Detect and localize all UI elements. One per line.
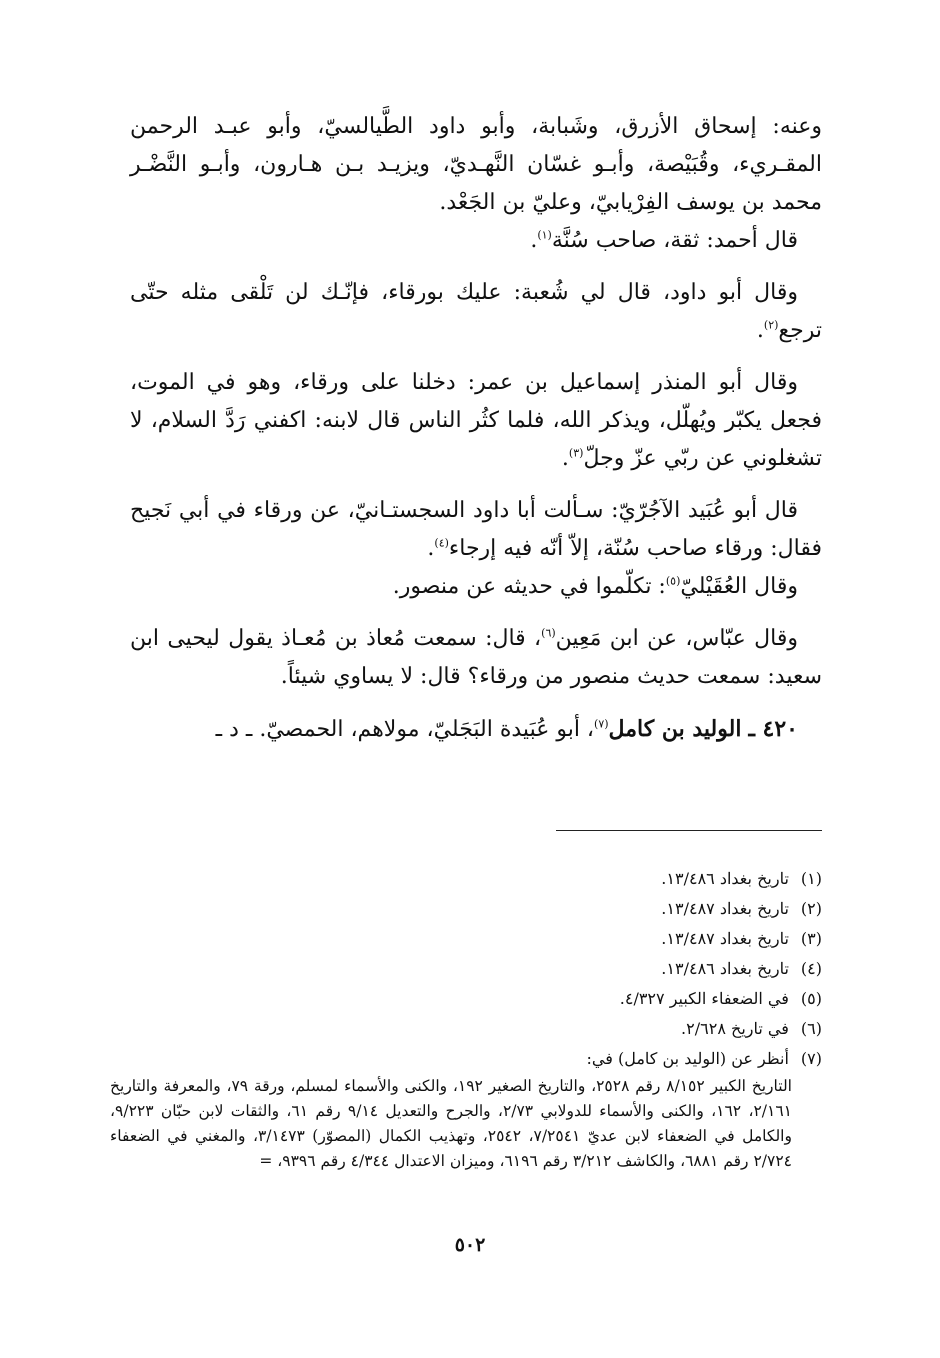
footnote-7-sources: التاريخ الكبير ٨/١٥٢ رقم ٢٥٢٨، والتاريخ الصغير ١٩٢، والكنى والأسماء لمسلم، ورقة ٧٩، والمعرفة والتاريخ ٢/١٦١، ١٦٢، والكنى والأسماء للدولابي ٢/٧٣، والجرح والتعديل ٩/١٤ رقم ٦١، والثقات لابن حبّان ٩/٢٢٣، والكامل في الضعفاء لابن عديّ ٧/٢٥٤١، ٢٥٤٢، وتهذيب الكمال (المصوّر) ٣/١٤٧٣، والمغني في الضعفاء ٢/٧٢٤ رقم ٦٨٨١، والكاشف ٣/٢١٢ رقم ٦١٩٦، وميزان الاعتدال ٤/٣٤٤ رقم ٩٣٩٦، = <box>110 1077 792 1170</box>
footnote-number: (٣) <box>800 929 822 948</box>
footnote-number: (١) <box>800 869 822 888</box>
footnote-number: (٤) <box>800 959 822 978</box>
footnote-3 <box>110 924 822 954</box>
footnote-text: تاريخ بغداد ١٣/٤٨٧. <box>661 899 789 918</box>
footnote-5 <box>110 984 822 1014</box>
footnote-ref-6: (٦) <box>541 626 556 640</box>
footnote-6 <box>110 1014 822 1044</box>
paragraph-abu-dawud-text: وقال أبو داود، قال لي شُعبة: عليك بورقاء، فإنّـك لن تَلْقى مثله حتّى ترجع <box>130 280 822 343</box>
biography-heading <box>130 710 822 749</box>
paragraph-uqayli-b: : تكلّموا في حديثه عن منصور. <box>392 574 666 599</box>
footnote-separator <box>556 830 822 831</box>
footnote-ref-5: (٥) <box>665 574 681 588</box>
paragraph-ajurri-text: قال أبو عُبَيد الآجُرّيّ: سـألت أبا داود السجستـانيّ، عن ورقاء في أبي نَجيح فقال: ورقاء صاحب سُنّة، إلاّ أنّه فيه إرجاء <box>130 498 822 561</box>
footnote-number: (٥) <box>800 989 822 1008</box>
footnote-ref-3: (٣) <box>568 446 584 460</box>
footnote-text: تاريخ بغداد ١٣/٤٨٦. <box>661 869 789 888</box>
paragraph-narrators: وعنه: إسحاق الأزرق، وشَبابة، وأبو داود الطَّيالسيّ، وأبو عبـد الرحمن المقـريء، وقُبَيْصة، وأبـو غسّان النَّهـديّ، ويزيـد بـن هـارون، وأبـو النَّضْـر محمد بن يوسف الفِرْيابيّ، وعليّ بن الجَعْد. <box>130 114 823 215</box>
page-number: ٥٠٢ <box>454 1234 486 1256</box>
footnote-ref-1: (١) <box>537 228 552 242</box>
paragraph-ahmad: قال أحمد: ثقة، صاحب سُنَّة$^{(١)}$. <box>530 228 798 253</box>
paragraph-abbas <box>130 620 822 696</box>
footnote-number: (٢) <box>800 899 822 918</box>
main-text <box>130 108 822 749</box>
footnote-text: في تاريخ ٢/٦٢٨. <box>681 1019 789 1038</box>
paragraph-abbas-a: وقال عبّاس، عن ابن مَعِين <box>555 626 798 651</box>
footnote-text: تاريخ بغداد ١٣/٤٨٧. <box>661 929 789 948</box>
biography-rest: ، أبو عُبَيدة البَجَليّ، مولاهم، الحمصيّ. ـ د ـ <box>215 717 595 742</box>
paragraph-abu-al-mundhir: وقال أبو المنذر إسماعيل بن عمر: دخلنا على ورقاء، وهو في الموت، فجعل يكبّر ويُهلّل، ويذكر الله، فلما كثُر الناس قال لابنه: اكفني رَدَّ السلام، لا تشغلوني عن ربّي عزّ وجلّ$^{(٣)}$. <box>130 370 822 471</box>
footnote-text: في الضعفاء الكبير ٤/٣٢٧. <box>619 989 789 1008</box>
paragraph-ajurri: قال أبو عُبَيد الآجُرّيّ: سـألت أبا داود السجستـانيّ، عن ورقاء في أبي نَجيح فقال: ورقاء صاحب سُنّة، إلاّ أنّه فيه إرجاء$^{(٤)}$. <box>130 498 822 561</box>
biography-number: ٤٢٠ ـ <box>748 716 798 742</box>
footnote-ref-4: (٤) <box>434 536 449 550</box>
paragraph-abbas-b: ، قال: سمعت مُعاذ بن مُعـاذ يقول ليحيى ابن سعيد: سمعت حديث منصور من ورقاء؟ قال: لا يساوي شيئاً. <box>130 626 822 689</box>
biography-name: الوليد بن كامل <box>608 716 742 742</box>
paragraph-ahmad-text: قال أحمد: ثقة، صاحب سُنَّة <box>551 228 798 253</box>
footnote-text: أنظر عن (الوليد بن كامل) في: <box>586 1049 789 1068</box>
footnote-number: (٧) <box>800 1049 822 1068</box>
footnote-4 <box>110 954 822 984</box>
footnote-7 <box>110 1044 822 1074</box>
paragraph-uqayli <box>130 568 822 606</box>
footnotes <box>110 864 822 1174</box>
footnote-ref-2: (٢) <box>763 318 779 332</box>
footnote-number: (٦) <box>800 1019 822 1038</box>
footnote-ref-7: (٧) <box>594 717 609 731</box>
paragraph-abu-dawud: وقال أبو داود، قال لي شُعبة: عليك بورقاء، فإنّـك لن تَلْقى مثله حتّى ترجع$^{(٢)}$. <box>130 280 822 343</box>
footnote-text: تاريخ بغداد ١٣/٤٨٦. <box>661 959 789 978</box>
paragraph-uqayli-a: وقال العُقَيْليّ <box>680 574 798 599</box>
paragraph-abu-al-mundhir-text: وقال أبو المنذر إسماعيل بن عمر: دخلنا على ورقاء، وهو في الموت، فجعل يكبّر ويُهلّل، ويذكر الله، فلما كثُر الناس قال لابنه: اكفني رَدَّ السلام، لا تشغلوني عن ربّي عزّ وجلّ <box>130 370 822 471</box>
footnote-1 <box>110 864 822 894</box>
footnote-2 <box>110 894 822 924</box>
